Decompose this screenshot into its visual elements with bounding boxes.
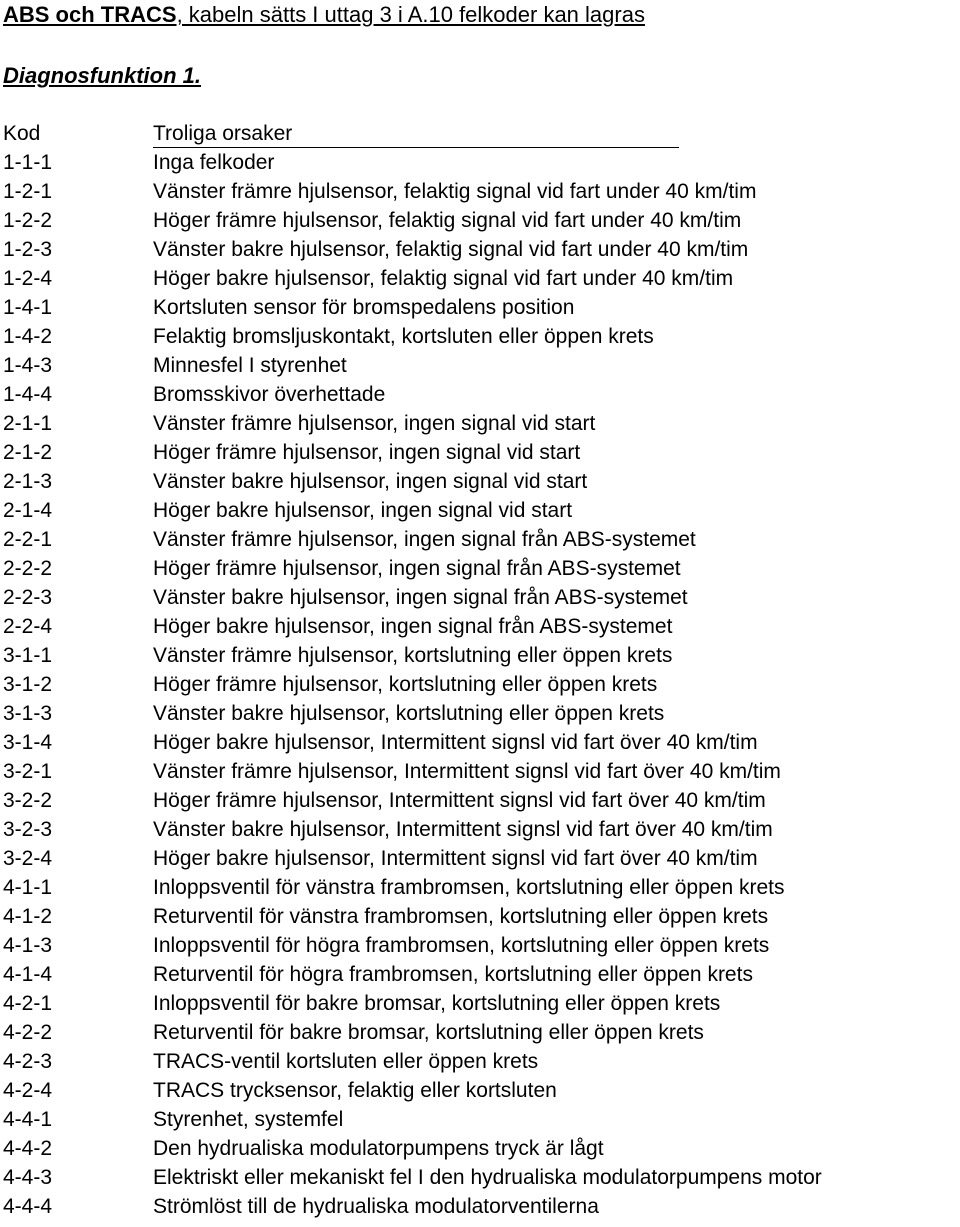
table-row xyxy=(3,815,960,844)
fault-cause: Inloppsventil för bakre bromsar, kortslutning eller öppen krets xyxy=(153,992,721,1015)
fault-cause: Bromsskivor överhettade xyxy=(153,383,386,406)
table-row xyxy=(3,786,960,815)
table-row xyxy=(3,1076,960,1105)
table-row xyxy=(3,1047,960,1076)
table-row xyxy=(3,525,960,554)
fault-cause: Vänster bakre hjulsensor, Intermittent signsl vid fart över 40 km/tim xyxy=(153,818,773,841)
fault-cause: Vänster främre hjulsensor, Intermittent signsl vid fart över 40 km/tim xyxy=(153,760,781,783)
fault-code: 4-1-4 xyxy=(3,963,53,986)
fault-code: 1-4-1 xyxy=(3,296,53,319)
table-header xyxy=(3,120,960,148)
table-row xyxy=(3,1134,960,1163)
fault-code: 3-2-4 xyxy=(3,847,53,870)
fault-code: 4-2-1 xyxy=(3,992,53,1015)
fault-code: 1-2-3 xyxy=(3,238,53,261)
fault-code: 1-4-3 xyxy=(3,354,53,377)
fault-cause: TRACS-ventil kortsluten eller öppen krets xyxy=(153,1050,539,1073)
fault-cause: Höger bakre hjulsensor, Intermittent signsl vid fart över 40 km/tim xyxy=(153,847,758,870)
fault-cause: Höger bakre hjulsensor, ingen signal från ABS-systemet xyxy=(153,615,673,638)
table-row xyxy=(3,641,960,670)
fault-code: 2-2-4 xyxy=(3,615,53,638)
fault-cause: Strömlöst till de hydrualiska modulatorventilerna xyxy=(153,1195,599,1218)
fault-cause: Höger främre hjulsensor, Intermittent signsl vid fart över 40 km/tim xyxy=(153,789,766,812)
fault-cause: Felaktig bromsljuskontakt, kortsluten eller öppen krets xyxy=(153,325,654,348)
fault-cause: Vänster bakre hjulsensor, kortslutning eller öppen krets xyxy=(153,702,665,725)
fault-code: 1-2-4 xyxy=(3,267,53,290)
fault-cause: Vänster bakre hjulsensor, ingen signal från ABS-systemet xyxy=(153,586,688,609)
table-row xyxy=(3,873,960,902)
fault-code: 2-1-3 xyxy=(3,470,53,493)
fault-cause: Vänster bakre hjulsensor, felaktig signal vid fart under 40 km/tim xyxy=(153,238,749,261)
table-row xyxy=(3,583,960,612)
table-row xyxy=(3,612,960,641)
table-row xyxy=(3,409,960,438)
fault-code: 3-2-1 xyxy=(3,760,53,783)
fault-cause: Höger främre hjulsensor, ingen signal vid start xyxy=(153,441,581,464)
table-row xyxy=(3,496,960,525)
fault-cause: Styrenhet, systemfel xyxy=(153,1108,344,1131)
fault-cause: Inloppsventil för högra frambromsen, kortslutning eller öppen krets xyxy=(153,934,770,957)
fault-cause: Inga felkoder xyxy=(153,151,275,174)
table-row xyxy=(3,1105,960,1134)
table-row xyxy=(3,699,960,728)
header-cause: Troliga orsaker xyxy=(153,120,679,148)
fault-cause: Kortsluten sensor för bromspedalens position xyxy=(153,296,575,319)
fault-code: 1-2-2 xyxy=(3,209,53,232)
fault-code: 2-2-3 xyxy=(3,586,53,609)
fault-code: 3-2-2 xyxy=(3,789,53,812)
fault-cause: Returventil för bakre bromsar, kortslutning eller öppen krets xyxy=(153,1021,704,1044)
fault-code: 3-1-3 xyxy=(3,702,53,725)
fault-cause: Höger främre hjulsensor, ingen signal från ABS-systemet xyxy=(153,557,681,580)
fault-cause: Den hydrualiska modulatorpumpens tryck är lågt xyxy=(153,1137,604,1160)
fault-cause: Minnesfel I styrenhet xyxy=(153,354,347,377)
table-row xyxy=(3,351,960,380)
table-row xyxy=(3,293,960,322)
fault-code: 2-1-2 xyxy=(3,441,53,464)
fault-code: 4-4-1 xyxy=(3,1108,53,1131)
fault-code: 4-2-3 xyxy=(3,1050,53,1073)
fault-cause: Vänster främre hjulsensor, ingen signal vid start xyxy=(153,412,596,435)
fault-cause: Höger främre hjulsensor, kortslutning eller öppen krets xyxy=(153,673,658,696)
section-heading: Diagnosfunktion 1. xyxy=(3,63,201,88)
fault-code: 1-4-2 xyxy=(3,325,53,348)
table-row xyxy=(3,1192,960,1221)
table-row xyxy=(3,1163,960,1192)
fault-cause: Vänster främre hjulsensor, felaktig signal vid fart under 40 km/tim xyxy=(153,180,757,203)
fault-code: 4-4-2 xyxy=(3,1137,53,1160)
fault-code-table xyxy=(3,120,960,1221)
fault-code: 4-1-3 xyxy=(3,934,53,957)
table-row xyxy=(3,844,960,873)
fault-cause: Höger främre hjulsensor, felaktig signal vid fart under 40 km/tim xyxy=(153,209,742,232)
fault-code: 1-1-1 xyxy=(3,151,53,174)
fault-code: 4-2-4 xyxy=(3,1079,53,1102)
fault-cause: Höger bakre hjulsensor, felaktig signal vid fart under 40 km/tim xyxy=(153,267,734,290)
fault-code: 1-4-4 xyxy=(3,383,53,406)
page-title xyxy=(3,2,645,28)
table-row xyxy=(3,322,960,351)
fault-cause: Vänster bakre hjulsensor, ingen signal vid start xyxy=(153,470,588,493)
fault-cause: Returventil för vänstra frambromsen, kortslutning eller öppen krets xyxy=(153,905,769,928)
fault-code: 3-1-4 xyxy=(3,731,53,754)
table-row xyxy=(3,235,960,264)
table-row xyxy=(3,960,960,989)
table-row xyxy=(3,1018,960,1047)
fault-code: 1-2-1 xyxy=(3,180,53,203)
fault-cause: Vänster främre hjulsensor, ingen signal från ABS-systemet xyxy=(153,528,696,551)
table-row xyxy=(3,177,960,206)
table-row xyxy=(3,757,960,786)
fault-cause: Höger bakre hjulsensor, Intermittent signsl vid fart över 40 km/tim xyxy=(153,731,758,754)
fault-code: 4-1-2 xyxy=(3,905,53,928)
table-row xyxy=(3,380,960,409)
table-row xyxy=(3,902,960,931)
fault-cause: Returventil för högra frambromsen, kortslutning eller öppen krets xyxy=(153,963,753,986)
table-row xyxy=(3,467,960,496)
table-row xyxy=(3,148,960,177)
page-title-bold: ABS och TRACS xyxy=(3,2,177,27)
fault-code: 3-1-1 xyxy=(3,644,53,667)
table-row xyxy=(3,264,960,293)
fault-cause: Vänster främre hjulsensor, kortslutning eller öppen krets xyxy=(153,644,673,667)
table-row xyxy=(3,989,960,1018)
fault-code: 4-4-3 xyxy=(3,1166,53,1189)
fault-code: 2-1-1 xyxy=(3,412,53,435)
fault-cause: Inloppsventil för vänstra frambromsen, kortslutning eller öppen krets xyxy=(153,876,785,899)
page-title-rest: , kabeln sätts I uttag 3 i A.10 felkoder kan lagras xyxy=(176,2,645,27)
fault-code: 3-2-3 xyxy=(3,818,53,841)
fault-cause: Höger bakre hjulsensor, ingen signal vid start xyxy=(153,499,573,522)
fault-code: 2-2-2 xyxy=(3,557,53,580)
fault-cause: Elektriskt eller mekaniskt fel I den hydrualiska modulatorpumpens motor xyxy=(153,1166,822,1189)
table-row xyxy=(3,438,960,467)
fault-code: 4-2-2 xyxy=(3,1021,53,1044)
table-row xyxy=(3,931,960,960)
fault-code: 2-2-1 xyxy=(3,528,53,551)
table-row xyxy=(3,670,960,699)
fault-cause: TRACS trycksensor, felaktig eller kortsluten xyxy=(153,1079,557,1102)
table-row xyxy=(3,554,960,583)
table-row xyxy=(3,728,960,757)
table-body xyxy=(3,148,960,1221)
fault-code: 3-1-2 xyxy=(3,673,53,696)
fault-code: 2-1-4 xyxy=(3,499,53,522)
table-row xyxy=(3,206,960,235)
header-code: Kod xyxy=(3,122,41,145)
fault-code: 4-4-4 xyxy=(3,1195,53,1218)
fault-code: 4-1-1 xyxy=(3,876,53,899)
